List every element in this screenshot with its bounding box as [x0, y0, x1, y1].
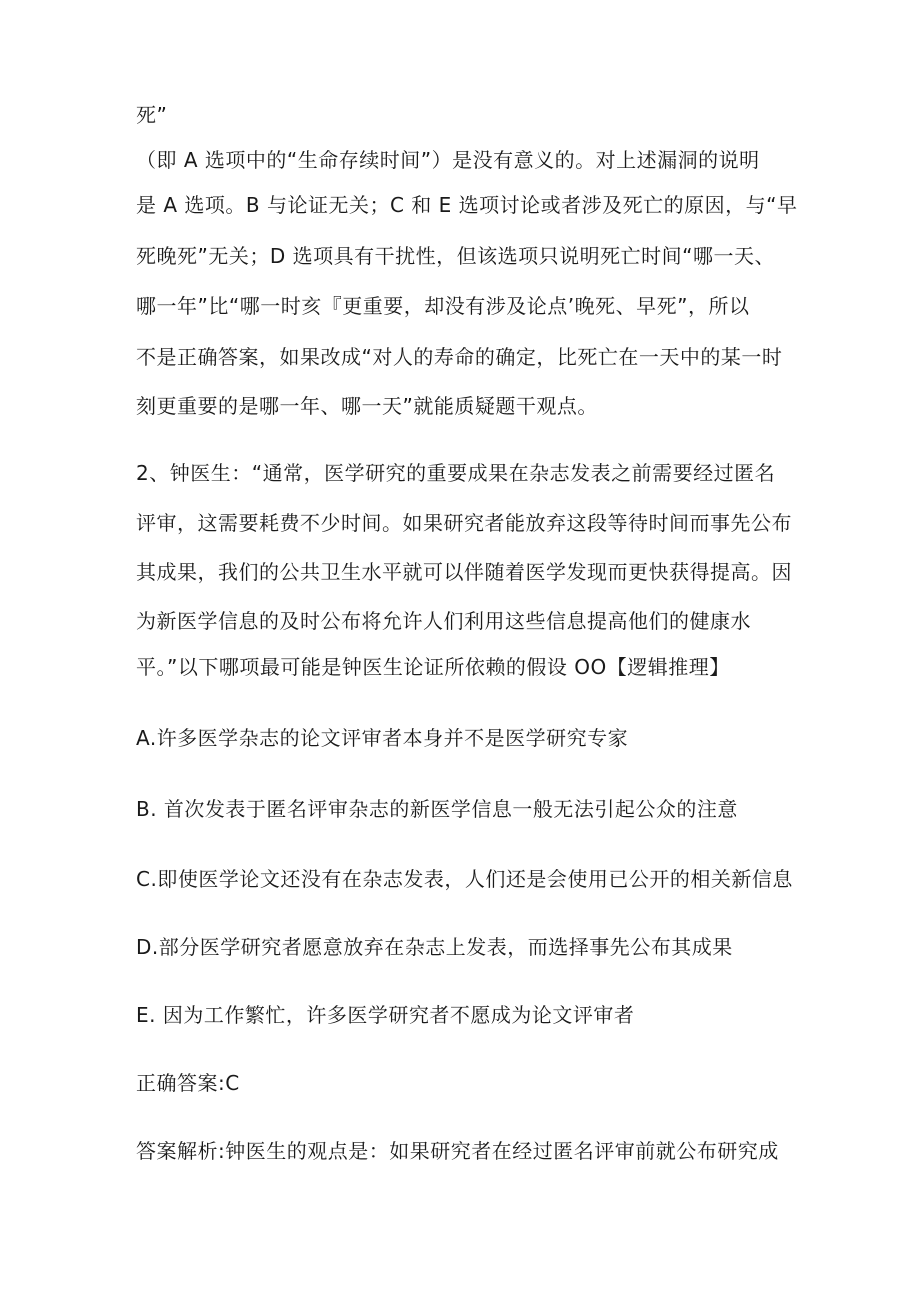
correct-answer: 正确答案:C [136, 1071, 240, 1095]
answer-analysis: 答案解析:钟医生的观点是：如果研究者在经过匿名评审前就公布研究成 [136, 1139, 779, 1163]
question-line: 2、钟医生：“通常，医学研究的重要成果在杂志发表之前需要经过匿名 [136, 461, 776, 485]
option-d: D.部分医学研究者愿意放弃在杂志上发表，而选择事先公布其成果 [136, 935, 733, 959]
explanation-line: 刻更重要的是哪一年、哪一天”就能质疑题干观点。 [136, 394, 598, 418]
question-line: 其成果，我们的公共卫生水平就可以伴随着医学发现而更快获得提高。因 [136, 560, 792, 584]
explanation-line: 死” [136, 103, 168, 127]
explanation-line: 是 A 选项。B 与论证无关；C 和 E 选项讨论或者涉及死亡的原因，与“早 [136, 193, 798, 217]
option-b: B. 首次发表于匿名评审杂志的新医学信息一般无法引起公众的注意 [136, 797, 738, 821]
option-a: A.许多医学杂志的论文评审者本身并不是医学研究专家 [136, 726, 629, 750]
question-line: 平。”以下哪项最可能是钟医生论证所依赖的假设 OO【逻辑推理】 [136, 655, 730, 679]
question-line: 为新医学信息的及时公布将允许人们利用这些信息提高他们的健康水 [136, 609, 751, 633]
question-line: 评审，这需要耗费不少时间。如果研究者能放弃这段等待时间而事先公布 [136, 511, 792, 535]
explanation-line: 哪一年”比“哪一时亥『更重要，却没有涉及论点’晚死、早死”，所以 [136, 294, 750, 318]
option-e: E. 因为工作繁忙，许多医学研究者不愿成为论文评审者 [136, 1003, 635, 1027]
explanation-line: 不是正确答案，如果改成“对人的寿命的确定，比死亡在一天中的某一时 [136, 345, 783, 369]
explanation-line: 死晚死”无关；D 选项具有干扰性，但该选项只说明死亡时间“哪一天、 [136, 244, 775, 268]
explanation-line: （即 A 选项中的“生命存续时间”）是没有意义的。对上述漏洞的说明 [136, 148, 760, 172]
option-c: C.即使医学论文还没有在杂志发表，人们还是会使用已公开的相关新信息 [136, 867, 793, 891]
